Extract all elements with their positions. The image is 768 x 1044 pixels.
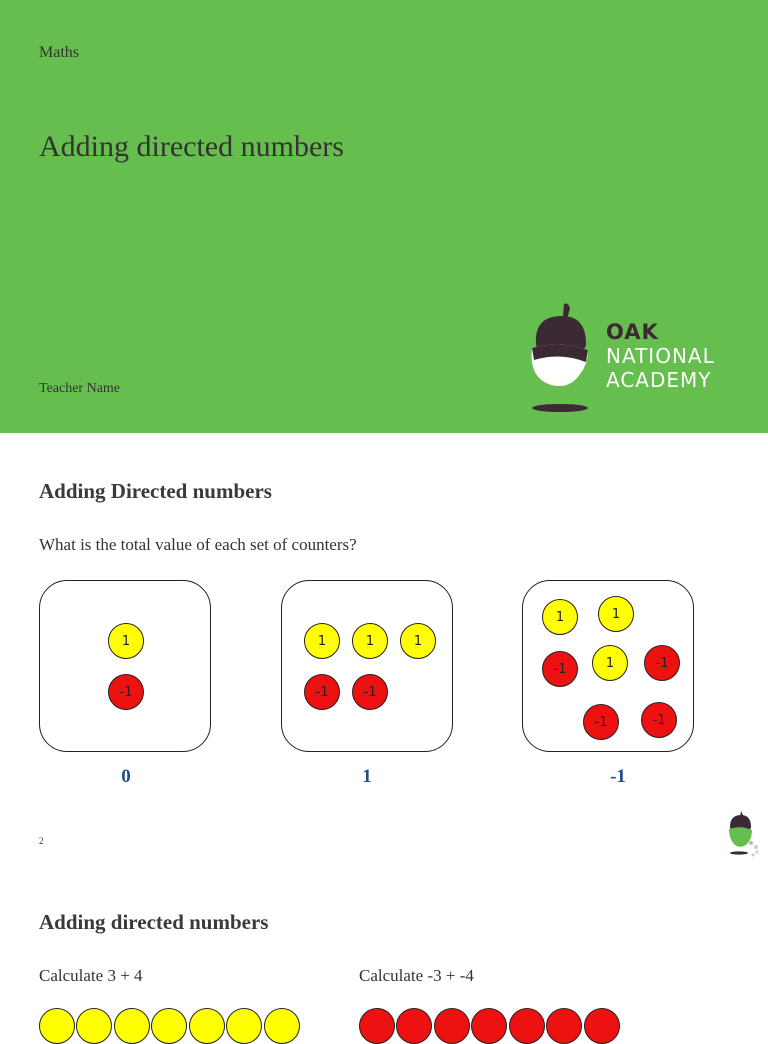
positive-counter xyxy=(264,1008,300,1044)
positive-counter: 1 xyxy=(598,596,634,632)
positive-counter: 1 xyxy=(400,623,436,659)
negative-counter xyxy=(546,1008,582,1044)
counter-set-1 xyxy=(39,580,211,752)
negative-counter: -1 xyxy=(304,674,340,710)
negative-counter xyxy=(434,1008,470,1044)
negative-counter: -1 xyxy=(108,674,144,710)
positive-counter: 1 xyxy=(304,623,340,659)
negative-counter: -1 xyxy=(352,674,388,710)
calculate-slide xyxy=(0,873,768,1024)
positive-counter: 1 xyxy=(352,623,388,659)
calc-left: Calculate 3 + 4 xyxy=(39,966,143,985)
slide-heading: Adding directed numbers xyxy=(39,910,269,934)
positive-counter xyxy=(189,1008,225,1044)
positive-counter xyxy=(114,1008,150,1044)
negative-counter: -1 xyxy=(583,704,619,740)
positive-counter: 1 xyxy=(108,623,144,659)
answer-3: -1 xyxy=(610,766,626,787)
oak-national-academy-logo xyxy=(528,302,738,414)
teacher-name: Teacher Name xyxy=(39,381,121,396)
positive-counter xyxy=(151,1008,187,1044)
negative-counter: -1 xyxy=(641,702,677,738)
counters-slide xyxy=(0,433,768,873)
subject-label: Maths xyxy=(39,44,79,61)
logo-text: OAK NATIONAL ACADEMY xyxy=(606,320,715,392)
question-text: What is the total value of each set of counters? xyxy=(39,535,357,554)
positive-counter xyxy=(39,1008,75,1044)
positive-counter: 1 xyxy=(592,645,628,681)
negative-counter xyxy=(509,1008,545,1044)
counter-set-3 xyxy=(522,580,694,752)
acorn-loading-icon xyxy=(727,809,761,857)
negative-counter xyxy=(396,1008,432,1044)
page-number: 2 xyxy=(39,836,44,846)
negative-counter xyxy=(359,1008,395,1044)
positive-counter: 1 xyxy=(542,599,578,635)
answer-1: 0 xyxy=(121,766,131,787)
cover-slide xyxy=(0,0,768,433)
negative-counter xyxy=(471,1008,507,1044)
counter-set-2 xyxy=(281,580,453,752)
calc-right: Calculate -3 + -4 xyxy=(359,966,474,985)
negative-counter xyxy=(584,1008,620,1044)
answer-2: 1 xyxy=(362,766,372,787)
slide-heading: Adding Directed numbers xyxy=(39,479,272,503)
positive-counter xyxy=(226,1008,262,1044)
acorn-icon xyxy=(528,302,592,414)
negative-counter: -1 xyxy=(644,645,680,681)
negative-counter: -1 xyxy=(542,651,578,687)
positive-counter xyxy=(76,1008,112,1044)
lesson-title: Adding directed numbers xyxy=(39,130,344,163)
